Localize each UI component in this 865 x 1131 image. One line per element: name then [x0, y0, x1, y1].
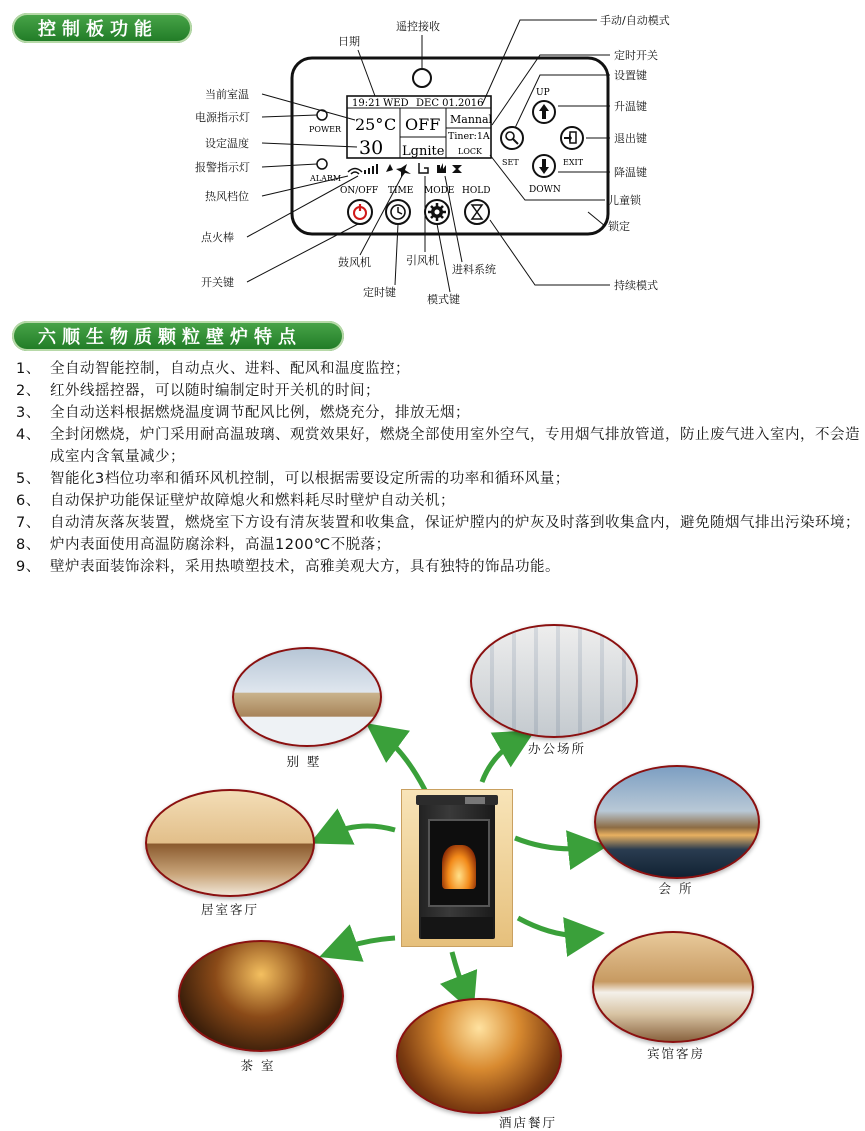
- callout-room-temp: 当前室温: [205, 88, 249, 101]
- power-label: POWER: [309, 125, 342, 134]
- caption-living-room: 居室客厅: [200, 902, 259, 917]
- list-item: 4、 全封闭燃烧，炉门采用耐高温玻璃、观赏效果好，燃烧全部使用室外空气，专用烟气排放管道，防止废气进入室内，不会造成室内含氧量减少；: [16, 427, 860, 465]
- callout-hold-mode: 持续模式: [614, 279, 658, 292]
- caption-restaurant: 酒店餐厅: [498, 1115, 557, 1130]
- callout-lock: 锁定: [608, 220, 630, 233]
- stove-body: [419, 799, 495, 939]
- stove-base: [421, 917, 493, 939]
- scene-teahouse-image: [178, 940, 344, 1052]
- lcd-room-temp: 25°: [355, 115, 384, 134]
- fire-icon: [442, 845, 476, 889]
- section-title: 六顺生物质颗粒壁炉特点: [38, 327, 302, 348]
- section-title: 控制板功能: [38, 19, 158, 40]
- up-label: UP: [536, 88, 550, 98]
- callout-mode-key: 模式键: [427, 293, 460, 306]
- caption-club: 会 所: [658, 881, 694, 896]
- list-item: 6、 自动保护功能保证壁炉故障熄火和燃料耗尽时壁炉自动关机；: [16, 493, 455, 509]
- hold-label: HOLD: [462, 186, 491, 196]
- callout-blower: 鼓风机: [338, 256, 371, 269]
- callout-fan-level: 热风档位: [205, 190, 249, 203]
- down-label: DOWN: [529, 185, 561, 195]
- alarm-label: ALARM: [310, 174, 342, 183]
- list-item: 9、 壁炉表面装饰涂料，采用热喷塑技术，高雅美观大方，具有独特的饰品功能。: [16, 559, 560, 575]
- arrow-to-living: [328, 826, 395, 835]
- caption-office: 办公场所: [527, 741, 586, 756]
- scene-living-room-image: [145, 789, 315, 897]
- callout-manual-auto: 手动/自动模式: [600, 14, 670, 27]
- mode-label: MODE: [424, 186, 455, 196]
- arrow-to-club: [515, 838, 588, 849]
- list-item: 3、 全自动送料根据燃烧温度调节配风比例，燃烧充分，排放无烟；: [16, 405, 470, 421]
- callout-up-key: 升温键: [614, 100, 647, 113]
- list-item: 8、 炉内表面使用高温防腐涂料，高温1200℃不脱落；: [16, 537, 391, 553]
- callout-power-key: 开关键: [201, 276, 234, 289]
- callout-exit-key: 退出键: [614, 132, 647, 145]
- caption-hotel-room: 宾馆客房: [646, 1046, 705, 1061]
- set-label: SET: [502, 158, 519, 167]
- callout-feed-system: 进料系统: [452, 263, 496, 276]
- lcd-date: DEC 01.2016: [416, 98, 484, 109]
- stove-top: [416, 795, 498, 805]
- callout-timer-onoff: 定时开关: [614, 49, 658, 62]
- callout-induced-fan: 引风机: [406, 254, 439, 267]
- callout-remote: 遥控接收: [396, 20, 440, 33]
- list-item: 1、 全自动智能控制，自动点火、进料、配风和温度监控；: [16, 361, 410, 377]
- lcd-ignite: Lgnite: [402, 144, 445, 159]
- callout-set-temp: 设定温度: [205, 137, 249, 150]
- scene-office-image: [470, 624, 638, 738]
- callout-igniter: 点火棒: [201, 231, 234, 244]
- scene-club-image: [594, 765, 760, 879]
- onoff-label: ON/OFF: [340, 186, 379, 196]
- callout-power-led: 电源指示灯: [195, 111, 250, 124]
- stove-display: [465, 797, 485, 804]
- scene-hotel-room-image: [592, 931, 754, 1043]
- time-label: TIME: [388, 186, 414, 196]
- callout-date: 日期: [338, 35, 360, 48]
- lcd-unit: C: [384, 115, 397, 134]
- callout-timer-key: 定时键: [363, 286, 396, 299]
- pellet-stove-image: [401, 789, 513, 947]
- lcd-time: 19:21: [352, 98, 381, 109]
- lcd-lock: LOCK: [458, 147, 482, 156]
- callout-alarm-led: 报警指示灯: [195, 161, 250, 174]
- lcd-mode: Mannal: [450, 113, 493, 126]
- arrow-to-hotel-room: [518, 918, 585, 935]
- exit-label: EXIT: [563, 158, 584, 167]
- caption-villa: 别 墅: [286, 754, 322, 769]
- arrow-to-restaurant: [452, 952, 466, 995]
- caption-teahouse: 茶 室: [240, 1058, 276, 1073]
- callout-down-key: 降温键: [614, 166, 647, 179]
- scene-villa-image: [232, 647, 382, 747]
- callout-setting-key: 设置键: [614, 69, 647, 82]
- lcd-day: WED: [383, 98, 409, 109]
- arrow-to-teahouse: [338, 938, 395, 950]
- lcd-state: OFF: [405, 115, 441, 134]
- callout-child-lock: 儿童锁: [608, 194, 641, 207]
- list-item: 5、 智能化3档位功率和循环风机控制，可以根据需要设定所需的功率和循环风量；: [16, 471, 570, 487]
- stove-door: [428, 819, 490, 907]
- scene-restaurant-image: [396, 998, 562, 1114]
- arrow-to-villa: [382, 735, 425, 790]
- lcd-set-temp: 30: [359, 137, 384, 159]
- list-item: 2、 红外线摇控器，可以随时编制定时开关机的时间；: [16, 383, 380, 399]
- lcd-timer: Tiner:1A: [448, 131, 490, 142]
- list-item: 7、 自动清灰落灰装置，燃烧室下方设有清灰装置和收集盒，保证炉膛内的炉灰及时落到收集盒内，避免随烟气排出污染环境；: [16, 515, 860, 531]
